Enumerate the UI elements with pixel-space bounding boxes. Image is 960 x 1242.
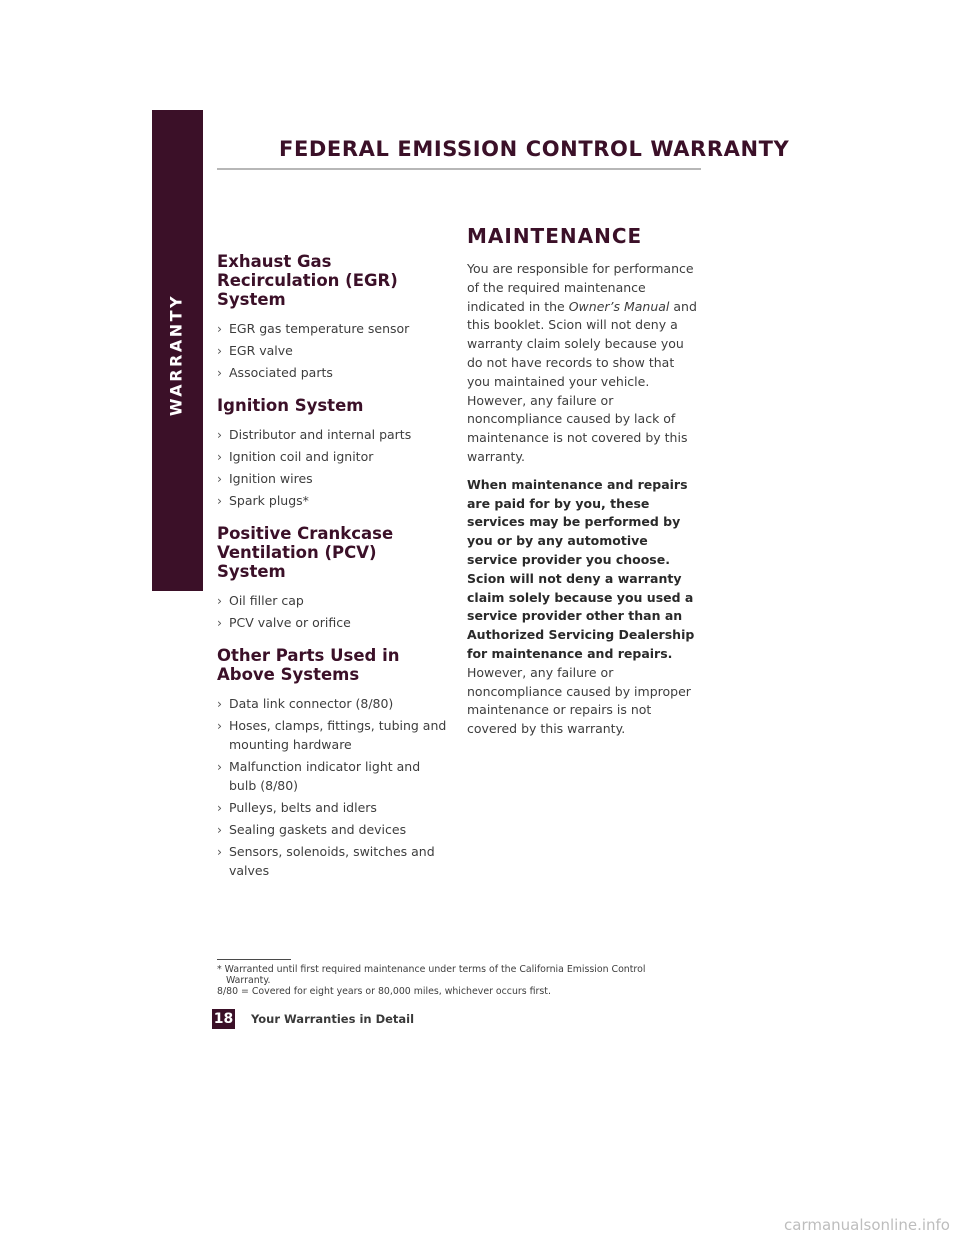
footnote-asterisk: * Warranted until first required maintenance under terms of the California Emission Control: [217, 964, 646, 975]
chevron-right-icon: ›: [217, 844, 222, 859]
list-item: › Pulleys, belts and idlers: [217, 800, 377, 815]
chevron-right-icon: ›: [217, 493, 222, 508]
chevron-right-icon: ›: [217, 471, 222, 486]
list-item: › Data link connector (8/80): [217, 696, 394, 711]
page-number: 18: [213, 1011, 234, 1027]
chevron-right-icon: ›: [217, 593, 222, 608]
section-heading-other-parts: Other Parts Used in Above Systems: [217, 646, 400, 684]
list-item: › Sensors, solenoids, switches and valves: [217, 844, 435, 878]
list-item: › Malfunction indicator light and bulb (8/80): [217, 759, 421, 793]
section-heading-egr: Exhaust Gas Recirculation (EGR) System: [217, 252, 398, 309]
chevron-right-icon: ›: [217, 822, 222, 837]
footnotes: [217, 964, 687, 998]
footnote-8-80: 8/80 = Covered for eight years or 80,000 miles, whichever occurs first.: [217, 986, 551, 998]
sidebar-label: WARRANTY: [166, 293, 186, 417]
maintenance-emphasis: When maintenance and repairs are paid for by you, these services may be performed by you or by any automotive service provider you choose. Scion will not deny a warranty claim solely because you used a service provider other than an Authorized Servicing Dealership for maintenance and repairs.: [467, 476, 695, 661]
list-item: › Spark plugs*: [217, 493, 309, 508]
watermark: carmanualsonline.info: [784, 1216, 950, 1234]
left-column: [217, 252, 449, 883]
owners-manual-title: Owner’s Manual: [568, 298, 670, 314]
ignition-list: [217, 425, 449, 510]
chevron-right-icon: ›: [217, 800, 222, 815]
title-divider: [217, 168, 701, 170]
footnote-divider: [217, 959, 291, 960]
chevron-right-icon: ›: [217, 427, 222, 442]
chevron-right-icon: ›: [217, 759, 222, 774]
list-item: › Hoses, clamps, fittings, tubing and mounting hardware: [217, 718, 447, 752]
maintenance-heading: MAINTENANCE: [467, 224, 643, 248]
page-caption: Your Warranties in Detail: [251, 1012, 415, 1026]
maintenance-paragraph-1: You are responsible for performance of the required maintenance indicated in the Owner’s Manual and this booklet. Scion will not deny a warranty claim solely because you do not have records to show that you maintained your vehicle. However, any failure or noncompliance caused by lack of maintenance is not covered by this warranty.: [467, 261, 697, 464]
maintenance-paragraph-2: When maintenance and repairs are paid for by you, these services may be performed by you or by any automotive service provider you choose. Scion will not deny a warranty claim solely because you used a service provider other than an Authorized Servicing Dealership for maintenance and repairs. However, any failure or noncompliance caused by improper maintenance or repairs is not covered by this warranty.: [467, 476, 695, 737]
pcv-list: [217, 591, 449, 632]
chevron-right-icon: ›: [217, 365, 222, 380]
list-item: › Sealing gaskets and devices: [217, 822, 407, 837]
footnote-asterisk-cont: Warranty.: [226, 975, 271, 987]
chevron-right-icon: ›: [217, 343, 222, 358]
other-parts-list: [217, 694, 449, 880]
chevron-right-icon: ›: [217, 321, 222, 336]
chevron-right-icon: ›: [217, 696, 222, 711]
list-item: › EGR valve: [217, 343, 293, 358]
list-item: › Ignition wires: [217, 471, 313, 486]
right-column: [467, 224, 701, 748]
page-title: FEDERAL EMISSION CONTROL WARRANTY: [279, 137, 790, 161]
list-item: › Oil filler cap: [217, 593, 304, 608]
section-heading-pcv: Positive Crankcase Ventilation (PCV) System: [217, 524, 394, 581]
list-item: › Distributor and internal parts: [217, 427, 412, 442]
chevron-right-icon: ›: [217, 615, 222, 630]
list-item: › Associated parts: [217, 365, 333, 380]
list-item: › Ignition coil and ignitor: [217, 449, 374, 464]
chevron-right-icon: ›: [217, 718, 222, 733]
egr-list: [217, 319, 449, 382]
list-item: › PCV valve or orifice: [217, 615, 351, 630]
section-heading-ignition: Ignition System: [217, 396, 364, 415]
chevron-right-icon: ›: [217, 449, 222, 464]
list-item: › EGR gas temperature sensor: [217, 321, 410, 336]
